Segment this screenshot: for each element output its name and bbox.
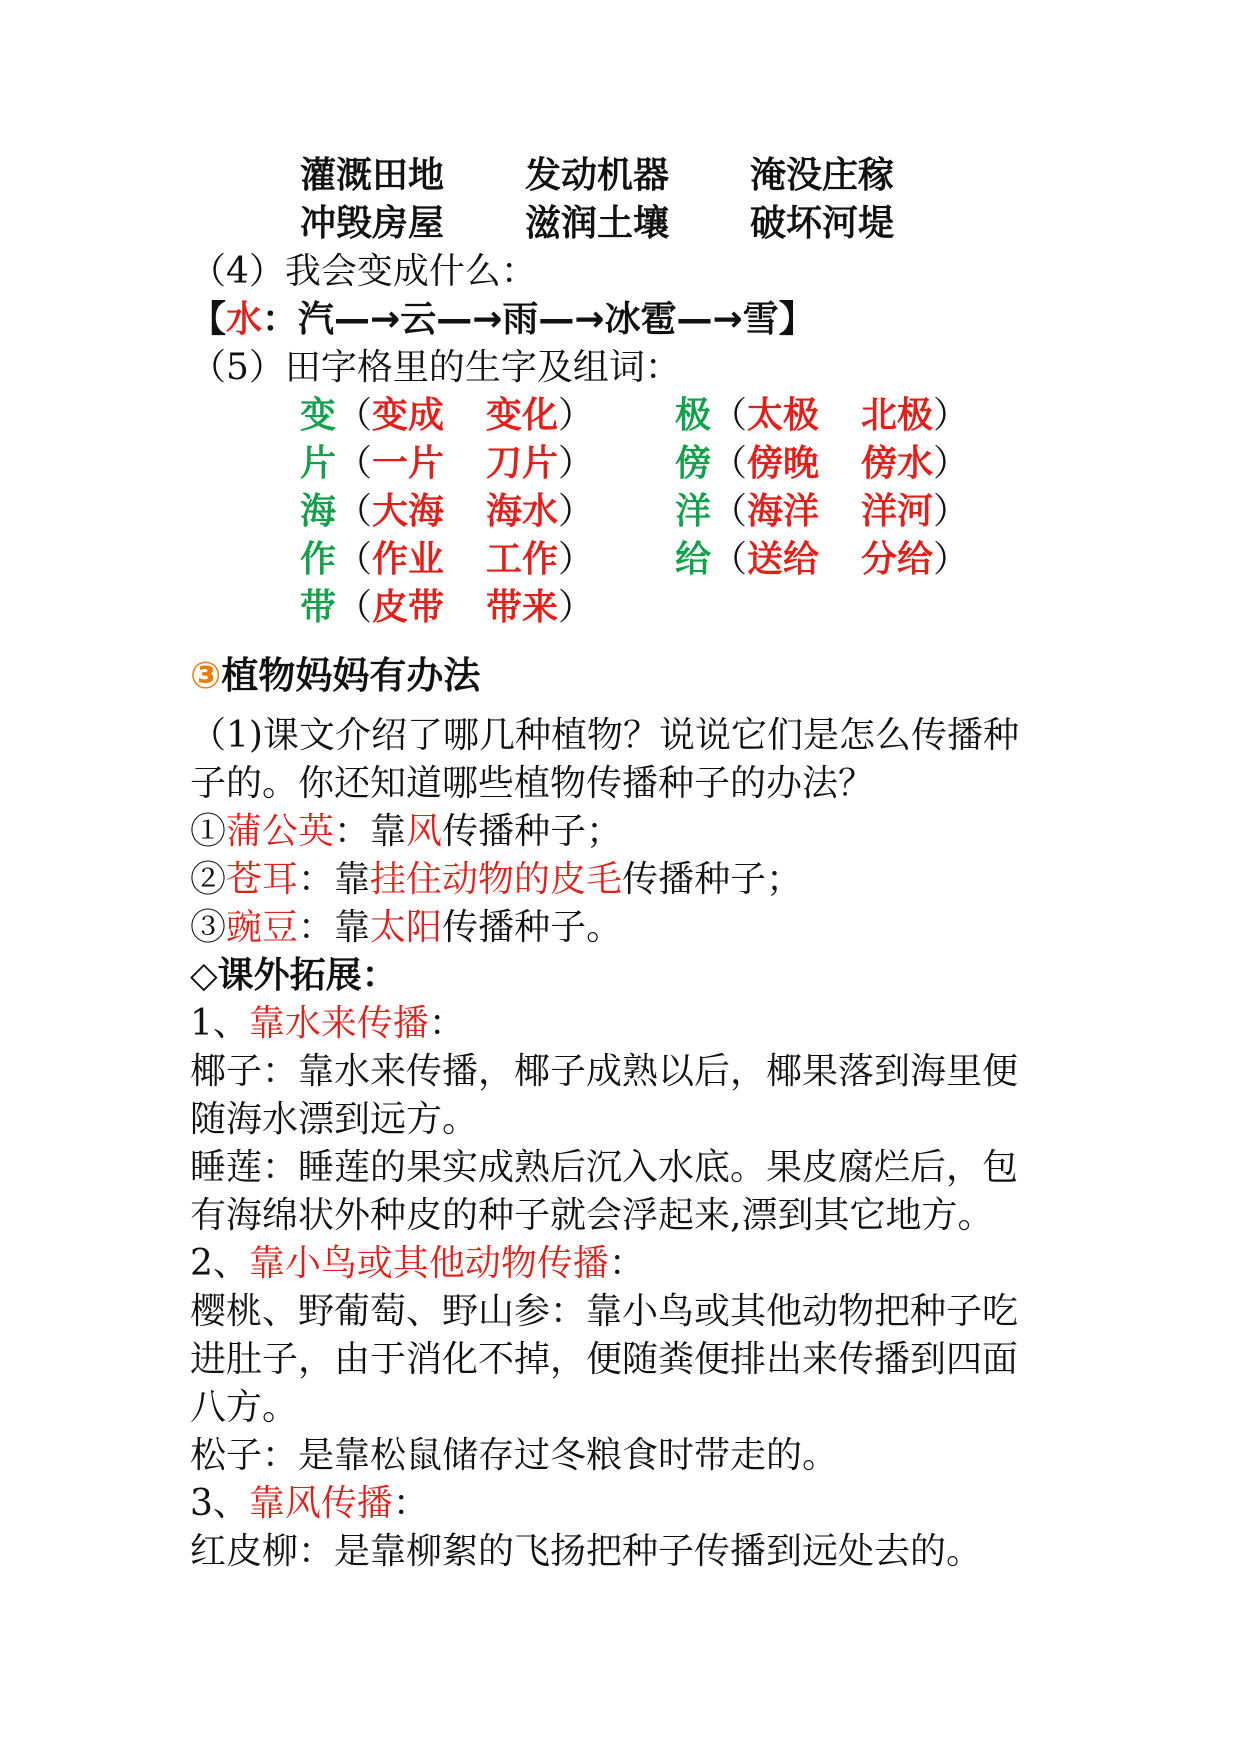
lotus-line-1: 睡莲：睡莲的果实成熟后沉入水底。果皮腐烂后，包 [190,1147,1019,1188]
word-2: 北极 [861,395,934,436]
character-entry [300,392,630,440]
character: 作 [300,539,337,580]
character: 带 [300,587,337,628]
part-title: 靠水来传播 [248,1003,429,1044]
question-1-line-2: 子的。你还知道哪些植物传播种子的办法？ [190,763,875,804]
answer-end: 传播种子。 [442,907,623,948]
open-paren: （ [711,491,748,532]
water-chain: 汽—→云—→雨—→冰雹—→雪 [298,299,779,340]
phrase-row-2 [300,200,1000,248]
close-paren: ） [558,587,595,628]
answer-end: 传播种子； [622,859,803,900]
close-paren: ） [558,491,595,532]
character: 变 [300,395,337,436]
close-paren: ） [933,491,970,532]
word-2: 工作 [486,539,559,580]
word-2: 洋河 [861,491,934,532]
extension-part-2-title [190,1240,645,1288]
spread-method: 风 [406,811,443,852]
close-paren: ） [558,443,595,484]
character-entry [300,440,630,488]
cherry-line-3: 八方。 [190,1387,299,1428]
part-title: 靠风传播 [248,1483,393,1524]
q4-prompt: （4）我会变成什么： [190,251,537,292]
answer-3 [190,904,622,952]
open-paren: （ [336,587,373,628]
cherry-line-2: 进肚子，由于消化不掉，便随粪便排出来传播到四面 [190,1339,1019,1380]
close-paren: ） [558,539,595,580]
extension-part-3-title [190,1480,429,1528]
close-paren: ） [933,443,970,484]
part-colon: ： [392,1483,429,1524]
section-title-text: 植物妈妈有办法 [221,654,481,697]
character-entry [675,440,1005,488]
word-1: 送给 [747,539,820,580]
answer-end: 传播种子； [442,811,623,852]
part-colon: ： [608,1243,645,1284]
open-paren: （ [711,539,748,580]
close-paren: ） [933,539,970,580]
character: 傍 [675,443,712,484]
answer-mid: ：靠 [334,811,407,852]
phrase: 灌溉田地 [300,155,445,196]
word-2: 海水 [486,491,559,532]
word-1: 太极 [747,395,820,436]
extension-part-1-title [190,1000,465,1048]
word-1: 傍晚 [747,443,820,484]
part-number: 1、 [190,1003,249,1044]
phrase: 破坏河堤 [750,203,895,244]
character: 极 [675,395,712,436]
character: 海 [300,491,337,532]
open-bracket: 【 [190,299,227,340]
phrase-row-1 [300,152,1000,200]
character-entry [300,488,630,536]
willow-line: 红皮柳：是靠柳絮的飞扬把种子传播到远处去的。 [190,1531,983,1572]
character: 洋 [675,491,712,532]
spread-method: 挂住动物的皮毛 [370,859,623,900]
open-paren: （ [336,539,373,580]
phrase: 淹没庄稼 [750,155,895,196]
open-paren: （ [336,443,373,484]
word-2: 带来 [486,587,559,628]
circled-three-marker: ③ [190,654,222,697]
word-1: 作业 [372,539,445,580]
plant-name: 豌豆 [226,907,299,948]
lotus-line-2: 有海绵状外种皮的种子就会浮起来,漂到其它地方。 [190,1195,994,1236]
character-entry [675,536,1005,584]
close-bracket: 】 [778,299,815,340]
coconut-line-1: 椰子：靠水来传播，椰子成熟以后，椰果落到海里便 [190,1051,1019,1092]
character-entry [675,488,1005,536]
open-paren: （ [336,395,373,436]
q5-prompt: （5）田字格里的生字及组词： [190,347,681,388]
phrase: 滋润土壤 [525,203,670,244]
part-number: 3、 [190,1483,249,1524]
word-2: 傍水 [861,443,934,484]
answer-2 [190,856,802,904]
part-colon: ： [428,1003,465,1044]
pine-line: 松子：是靠松鼠储存过冬粮食时带走的。 [190,1435,839,1476]
answer-1 [190,808,622,856]
word-2: 刀片 [486,443,559,484]
water-cycle-line [190,296,815,344]
character: 给 [675,539,712,580]
answer-mid: ：靠 [298,859,371,900]
answer-mid: ：靠 [298,907,371,948]
close-paren: ） [558,395,595,436]
answer-number: ③ [190,907,227,948]
colon: ： [262,299,299,340]
water-word: 水 [226,299,263,340]
answer-number: ① [190,811,227,852]
word-1: 海洋 [747,491,820,532]
question-1-line-1: （1)课文介绍了哪几种植物？说说它们是怎么传播种 [190,715,1019,756]
word-1: 皮带 [372,587,445,628]
character: 片 [300,443,337,484]
answer-number: ② [190,859,227,900]
spread-method: 太阳 [370,907,443,948]
character-entry [300,584,630,632]
plant-name: 苍耳 [226,859,299,900]
word-1: 大海 [372,491,445,532]
part-title: 靠小鸟或其他动物传播 [248,1243,609,1284]
open-paren: （ [711,443,748,484]
word-2: 分给 [861,539,934,580]
plant-name: 蒲公英 [226,811,335,852]
open-paren: （ [711,395,748,436]
section-title [190,652,480,700]
word-1: 一片 [372,443,445,484]
part-number: 2、 [190,1243,249,1284]
word-2: 变化 [486,395,559,436]
character-entry [300,536,630,584]
open-paren: （ [336,491,373,532]
close-paren: ） [933,395,970,436]
extension-heading: ◇课外拓展： [190,955,398,996]
character-entry [675,392,1005,440]
phrase: 发动机器 [525,155,670,196]
phrase: 冲毁房屋 [300,203,445,244]
word-1: 变成 [372,395,445,436]
coconut-line-2: 随海水漂到远方。 [190,1099,479,1140]
cherry-line-1: 樱桃、野葡萄、野山参：靠小鸟或其他动物把种子吃 [190,1291,1019,1332]
